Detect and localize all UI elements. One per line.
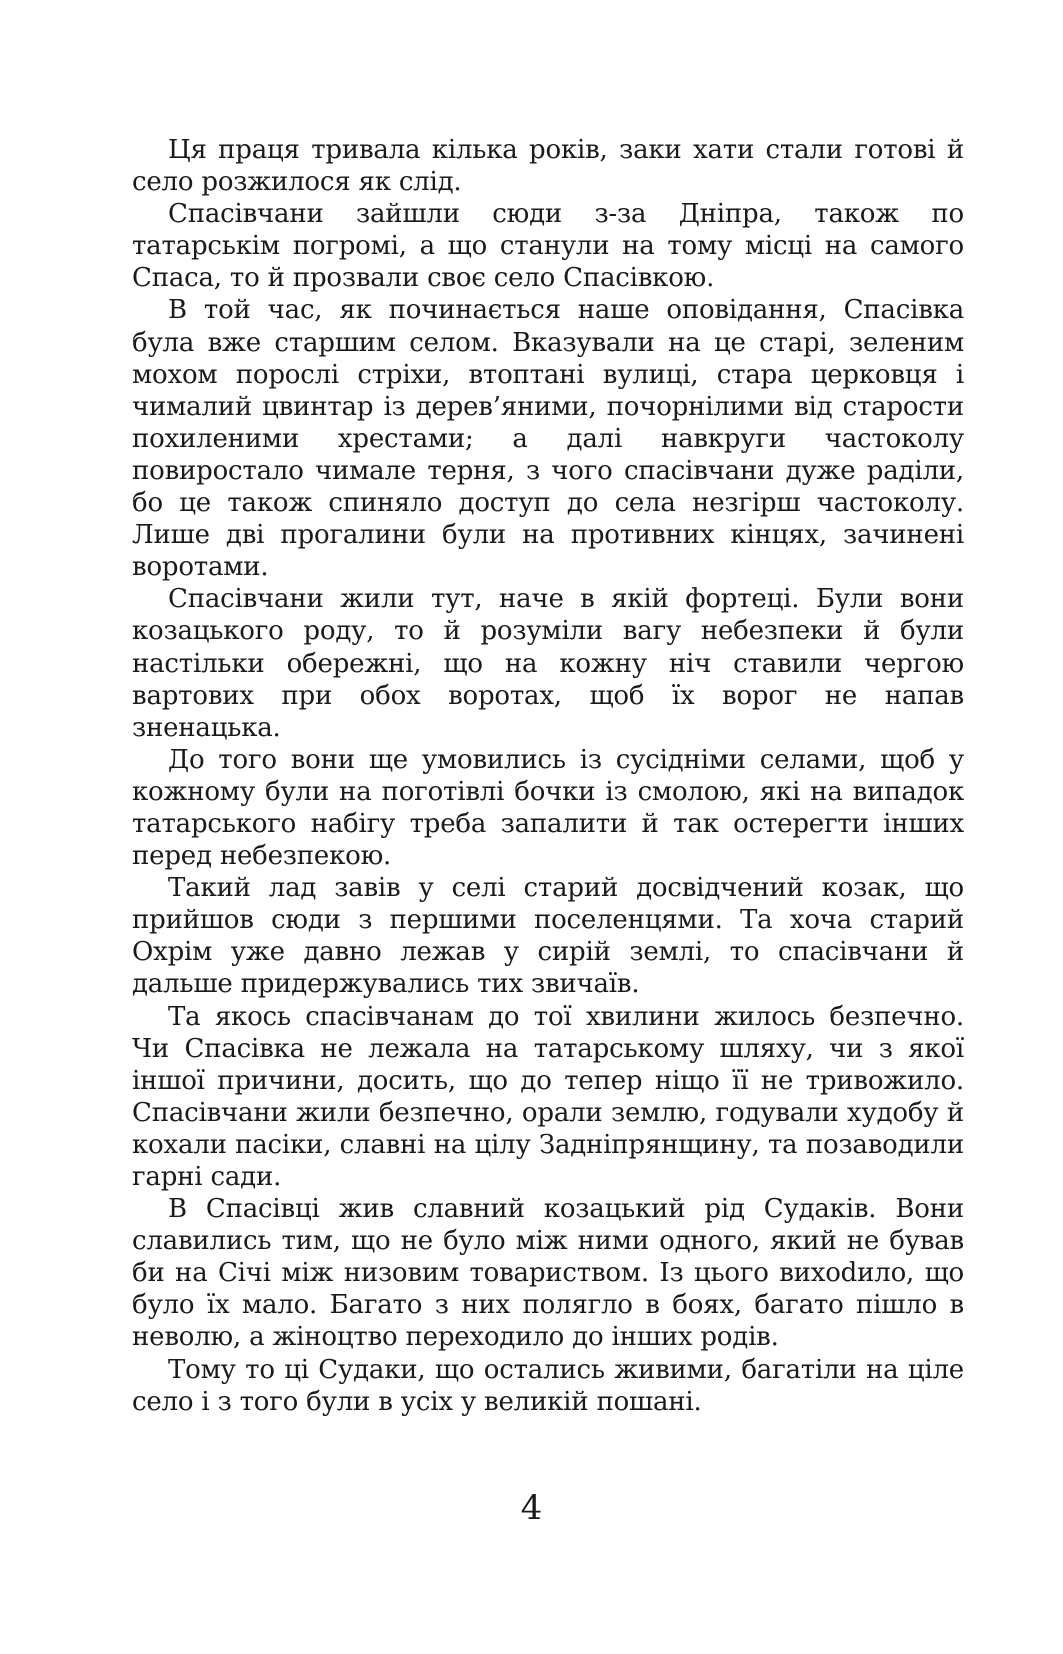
paragraph-3: В той час, як починається наше оповідання, Спасівка була вже старшим селом. Вказували на це старі, зеленим мохом порослі стріхи, втоптані вулиці, стара церковця і чималий цвинтар із дерев’яними, почорнілими від старости похиленими хрестами; а далі навкруги частоколу повиростало чимале терня, з чого спасівчани дуже раділи, бо це також спиняло доступ до села незгірш частоколу. Лише дві прогалини були на противних кінцях, зачинені воротами. [132, 295, 964, 583]
paragraph-5: До того вони ще умовились із сусідніми селами, щоб у кожному були на поготівлі бочки із смолою, які на випадок татарського набігу треба запалити й так остерегти інших перед небезпекою. [132, 744, 964, 872]
paragraph-4: Спасівчани жили тут, наче в якій фортеці. Були вони козацького роду, то й розуміли вагу небезпеки й були настільки обережні, що на кожну ніч ставили чергою вартових при обох воротах, щоб їх ворог не напав зненацька. [132, 584, 964, 743]
paragraph-8: В Спасівці жив славний козацький рід Судаків. Вони славились тим, що не було між ними одного, який не бував би на Січі між низовим товариством. Із цього вихоdило, що було їх мало. Багато з них полягло в боях, багато пішло в неволю, а жіноцтво переходило до інших родів. [132, 1194, 964, 1353]
paragraph-9: Тому то ці Судаки, що остались живими, багатіли на ціле село і з того були в усіх у великій пошані. [132, 1354, 964, 1417]
paragraph-6: Такий лад завів у селі старий досвідчений козак, що прийшов сюди з першими поселенцями. Та хоча старий Охрім уже давно лежав у сирій землі, то спасівчани й дальше придержувались тих звичаїв. [132, 873, 964, 1000]
paragraph-1: Ця праця тривала кілька років, заки хати стали готові й село розжилося як слід. [132, 135, 964, 198]
paragraph-2: Спасівчани зайшли сюди з-за Дніпра, також по татарськім погромі, а що станули на тому місці на самого Спаса, то й прозвали своє село Спасівкою. [132, 199, 964, 294]
page-number: 4 [520, 1488, 543, 1528]
paragraph-7: Та якось спасівчанам до тої хвилини жилось безпечно. Чи Спасівка не лежала на татарському шляху, чи з якої іншої причини, досить, що до тепер ніщо її не тривожило. Спасівчани жили безпечно, орали землю, годували худобу й кохали пасіки, славні на цілу Задніпрянщину, та позаводили гарні сади. [132, 1001, 964, 1192]
body-text [132, 134, 964, 1418]
